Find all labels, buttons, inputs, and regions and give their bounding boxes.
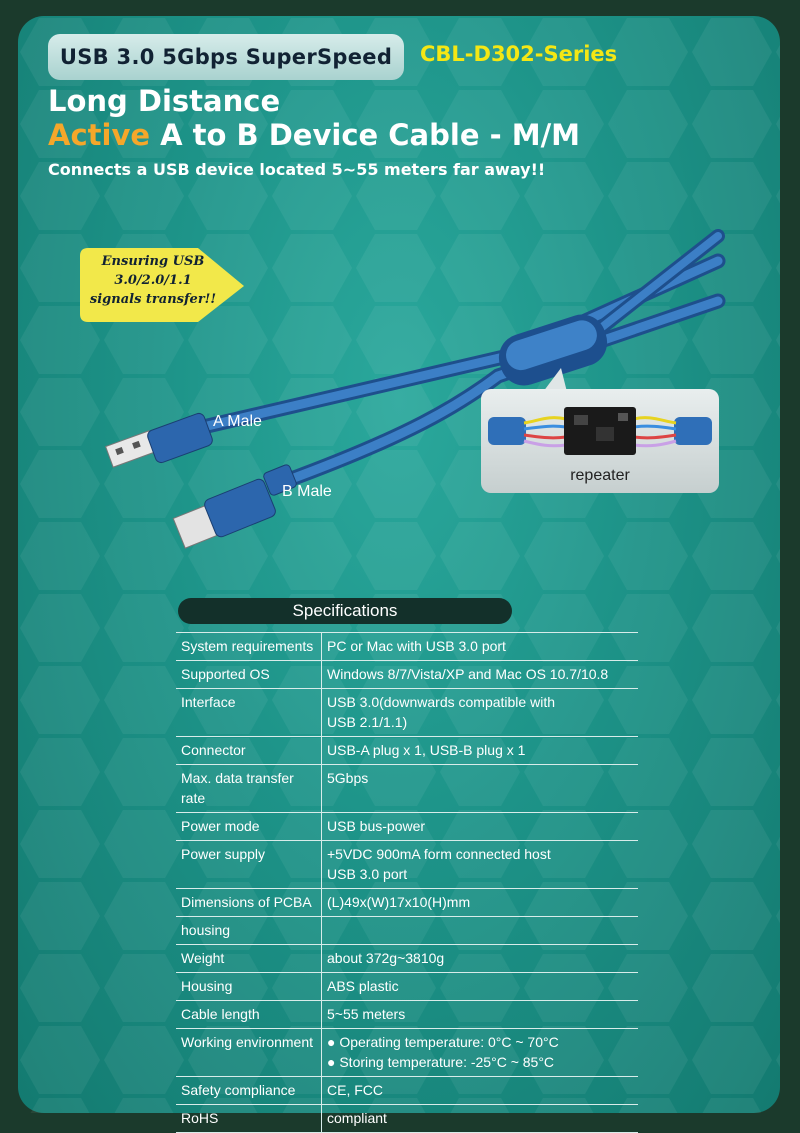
speed-badge: USB 3.0 5Gbps SuperSpeed <box>48 34 404 80</box>
spec-value <box>322 973 639 1001</box>
spec-row <box>176 841 638 889</box>
spec-row <box>176 1105 638 1133</box>
spec-row <box>176 633 638 661</box>
spec-key: Connector <box>176 737 322 765</box>
spec-value <box>322 1077 639 1105</box>
spec-key: Safety compliance <box>176 1077 322 1105</box>
spec-value-line: Windows 8/7/Vista/XP and Mac OS 10.7/10.8 <box>327 666 609 682</box>
spec-key: Cable length <box>176 1001 322 1029</box>
spec-value-line: ● Storing temperature: -25°C ~ 85°C <box>327 1054 555 1070</box>
spec-value-line: CE, FCC <box>327 1082 383 1098</box>
title-line-2 <box>48 118 580 152</box>
spec-key: RoHS <box>176 1105 322 1133</box>
spec-value-line: USB 3.0(downwards compatible with <box>327 694 555 710</box>
title-active-word: Active <box>48 118 151 152</box>
specifications-heading: Specifications <box>178 598 512 624</box>
b-male-label: B Male <box>282 483 332 500</box>
spec-value-line <box>327 920 634 940</box>
spec-key: Housing <box>176 973 322 1001</box>
spec-value-line: ● Operating temperature: 0°C ~ 70°C <box>327 1034 559 1050</box>
title-line-1: Long Distance <box>48 84 281 118</box>
spec-value-line: PC or Mac with USB 3.0 port <box>327 638 506 654</box>
repeater-pcb-image <box>488 397 712 463</box>
spec-value-line: about 372g~3810g <box>327 950 445 966</box>
spec-value <box>322 765 639 813</box>
spec-key: Weight <box>176 945 322 973</box>
spec-key: Supported OS <box>176 661 322 689</box>
spec-value-line: +5VDC 900mA form connected host <box>327 846 551 862</box>
spec-row <box>176 661 638 689</box>
product-sheet <box>18 16 780 1126</box>
spec-key: Max. data transfer rate <box>176 765 322 813</box>
spec-value-line: ABS plastic <box>327 978 399 994</box>
usb-b-connector <box>173 464 297 549</box>
spec-row <box>176 973 638 1001</box>
spec-row <box>176 737 638 765</box>
spec-key: Working environment <box>176 1029 322 1077</box>
spec-row <box>176 813 638 841</box>
title-rest: A to B Device Cable - M/M <box>150 118 581 152</box>
spec-row <box>176 917 638 945</box>
spec-value <box>322 661 639 689</box>
spec-key: Power supply <box>176 841 322 889</box>
spec-key: housing <box>176 917 322 945</box>
spec-key: Power mode <box>176 813 322 841</box>
spec-row <box>176 1077 638 1105</box>
spec-row <box>176 1029 638 1077</box>
spec-key: Dimensions of PCBA <box>176 889 322 917</box>
spec-value <box>322 689 639 737</box>
spec-value-line: USB bus-power <box>327 818 426 834</box>
spec-row <box>176 689 638 737</box>
spec-value-line: USB 3.0 port <box>327 866 408 882</box>
series-name: CBL-D302-Series <box>420 42 618 66</box>
spec-value <box>322 633 639 661</box>
subtitle: Connects a USB device located 5~55 meters far away!! <box>48 160 546 179</box>
spec-value <box>322 1001 639 1029</box>
spec-value <box>322 889 639 917</box>
callout-text <box>78 252 228 309</box>
repeater-label: repeater <box>570 467 630 484</box>
spec-value <box>322 813 639 841</box>
spec-value-line: USB-A plug x 1, USB-B plug x 1 <box>327 742 526 758</box>
spec-value-line: (L)49x(W)17x10(H)mm <box>327 894 471 910</box>
spec-key: Interface <box>176 689 322 737</box>
callout-line-3: signals transfer!! <box>89 292 217 307</box>
spec-value <box>322 1029 639 1077</box>
spec-value-line: USB 2.1/1.1) <box>327 714 408 730</box>
spec-row <box>176 765 638 813</box>
spec-row <box>176 945 638 973</box>
spec-value-line: 5~55 meters <box>327 1006 406 1022</box>
spec-value <box>322 917 639 945</box>
spec-value <box>322 1105 639 1133</box>
specifications-table <box>176 632 638 1133</box>
spec-row <box>176 1001 638 1029</box>
a-male-label: A Male <box>213 413 262 430</box>
spec-value-line: 5Gbps <box>327 770 369 786</box>
spec-value <box>322 945 639 973</box>
spec-key: System requirements <box>176 633 322 661</box>
spec-row <box>176 889 638 917</box>
spec-value <box>322 841 639 889</box>
spec-value <box>322 737 639 765</box>
callout-line-1: Ensuring USB <box>101 254 205 269</box>
callout-line-2: 3.0/2.0/1.1 <box>114 273 192 288</box>
usb-a-connector <box>106 412 214 467</box>
spec-value-line: compliant <box>327 1110 387 1126</box>
